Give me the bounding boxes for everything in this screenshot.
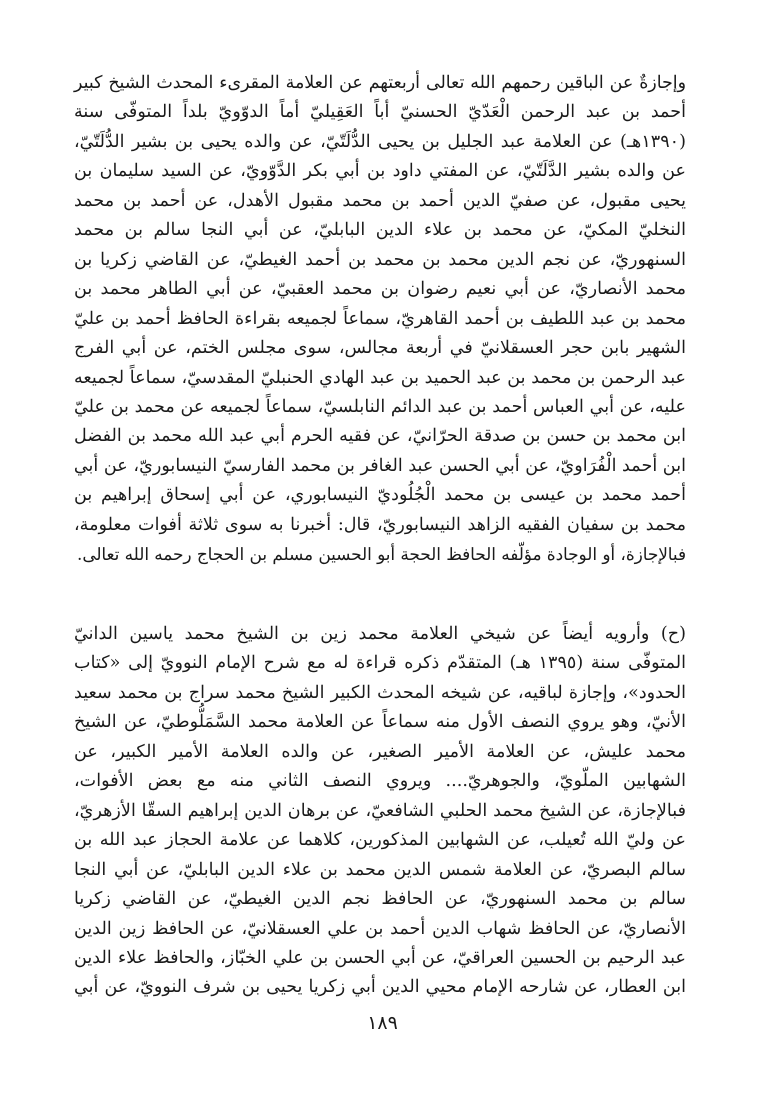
text-line: عن وليّ الله تُعيلب، عن الشهابين المذكورين، كلاهما عن علامة الحجاز عبد الله بن: [74, 830, 686, 851]
text-line: فبالإجازة، عن الشيخ محمد الحلبي الشافعيّ، عن برهان الدين إبراهيم السقّا الأزهريّ،: [74, 800, 686, 821]
text-line: الشهير بابن حجر العسقلانيّ في أربعة مجالس، سوى مجلس الختم، عن أبي الفرج: [74, 338, 686, 359]
text-line: محمد بن عبد اللطيف بن أحمد القاهريّ، سماعاً لجميعه بقراءة الحافظ أحمد بن عليّ: [74, 308, 686, 329]
text-line: محمد عليش، عن العلامة الأمير الصغير، عن والده العلامة الأمير الكبير، عن: [74, 741, 686, 762]
text-line: يحيى مقبول، عن صفيّ الدين أحمد بن محمد مقبول الأهدل، عن أحمد بن محمد: [74, 190, 686, 211]
paragraph-1: [74, 69, 686, 570]
text-line: أحمد محمد بن عيسى بن محمد الْجُلُوديّ النيسابوري، عن أبي إسحاق إبراهيم بن: [74, 485, 686, 506]
text-line: عبد الرحيم بن الحسين العراقيّ، عن أبي الحسن بن علي الخبّاز، والحافظ علاء الدين: [74, 947, 686, 968]
page-number: ١٨٩: [367, 1012, 398, 1034]
text-line: سالم البصريّ، عن العلامة شمس الدين محمد بن علاء الدين البابليّ، عن أبي النجا: [74, 859, 686, 880]
text-line: النخليّ المكيّ، عن محمد بن علاء الدين البابليّ، عن أبي النجا سالم بن محمد: [74, 220, 686, 241]
text-line: الحدود»، وإجازة لباقيه، عن شيخه المحدث الكبير الشيخ محمد سراج بن محمد سعيد: [74, 682, 686, 703]
text-line: عبد الرحمن بن محمد بن عبد الحميد بن عبد الهادي الحنبليّ المقدسيّ، سماعاً لجميعه: [74, 367, 686, 388]
text-line: الأنيّ، وهو يروي النصف الأول منه سماعاً عن العلامة محمد السَّمَلُّوطيّ، عن الشيخ: [74, 712, 686, 733]
text-line: (١٣٩٠هـ) عن العلامة عبد الجليل بن يحيى الدُّلَتّيّ، عن والده يحيى بن بشير الدُّلَتّيّ،: [74, 131, 686, 152]
text-line: عليه، عن أبي العباس أحمد بن عبد الدائم النابلسيّ، سماعاً لجميعه عن محمد بن عليّ: [74, 396, 686, 417]
text-line: الشهابين الملّويّ، والجوهريّ.... ويروي النصف الثاني منه مع بعض الأفوات،: [74, 771, 686, 792]
text-line: عن والده بشير الدَّلَتّيّ، عن المفتي داود بن أبي بكر الدَّوّويّ، عن السيد سليمان بن: [74, 161, 686, 182]
text-line: وإجازةٌ عن الباقين رحمهم الله تعالى أربعتهم عن العلامة المقرىء المحدث الشيخ كبير: [74, 73, 686, 93]
text-line: محمد الأنصاريّ، عن أبي نعيم رضوان بن محمد العقبيّ، عن أبي الطاهر محمد بن: [74, 279, 686, 300]
text-line: فبالإجازة، أو الوجادة مؤلّفه الحافظ الحجة أبو الحسين مسلم بن الحجاج رحمه الله تعالى.: [77, 544, 686, 565]
text-line: ابن أحمد الْفُرَاويّ، عن أبي الحسن عبد الغافر بن محمد الفارسيّ النيسابوريّ، عن أبي: [73, 455, 686, 476]
text-line: سالم بن محمد السنهوريّ، عن الحافظ نجم الدين الغيطيّ، عن القاضي زكريا: [74, 889, 686, 910]
text-line: ابن محمد بن حسن بن صدقة الحرّانيّ، عن فقيه الحرم أبي عبد الله محمد بن الفضل: [74, 426, 686, 447]
text-line: محمد بن سفيان الفقيه الزاهد النيسابوريّ، قال: أخبرنا به سوى ثلاثة أفوات معلومة،: [74, 514, 686, 535]
text-line: أحمد بن عبد الرحمن الْعَدّيّ الحسنيّ أباً العَقِيليّ أماً الدوّويّ بلداً المتوفّى سنة: [74, 102, 686, 123]
paragraph-2: [74, 620, 686, 1003]
text-line: الأنصاريّ، عن الحافظ شهاب الدين أحمد بن علي العسقلانيّ، عن الحافظ زين الدين: [74, 918, 686, 939]
text-line: السنهوريّ، عن نجم الدين محمد بن محمد بن أحمد الغيطيّ، عن القاضي زكريا بن: [74, 249, 686, 270]
text-line: المتوفّى سنة (١٣٩٥ هـ) المتقدّم ذكره قراءة له مع شرح الإمام النوويّ إلى «كتاب: [74, 653, 686, 674]
text-line: (ح) وأرويه أيضاً عن شيخي العلامة محمد زين بن الشيخ محمد ياسين الدانيّ: [74, 624, 686, 644]
text-line: ابن العطار، عن شارحه الإمام محيي الدين أبي زكريا يحيى بن شرف النوويّ، عن أبي: [74, 977, 686, 998]
